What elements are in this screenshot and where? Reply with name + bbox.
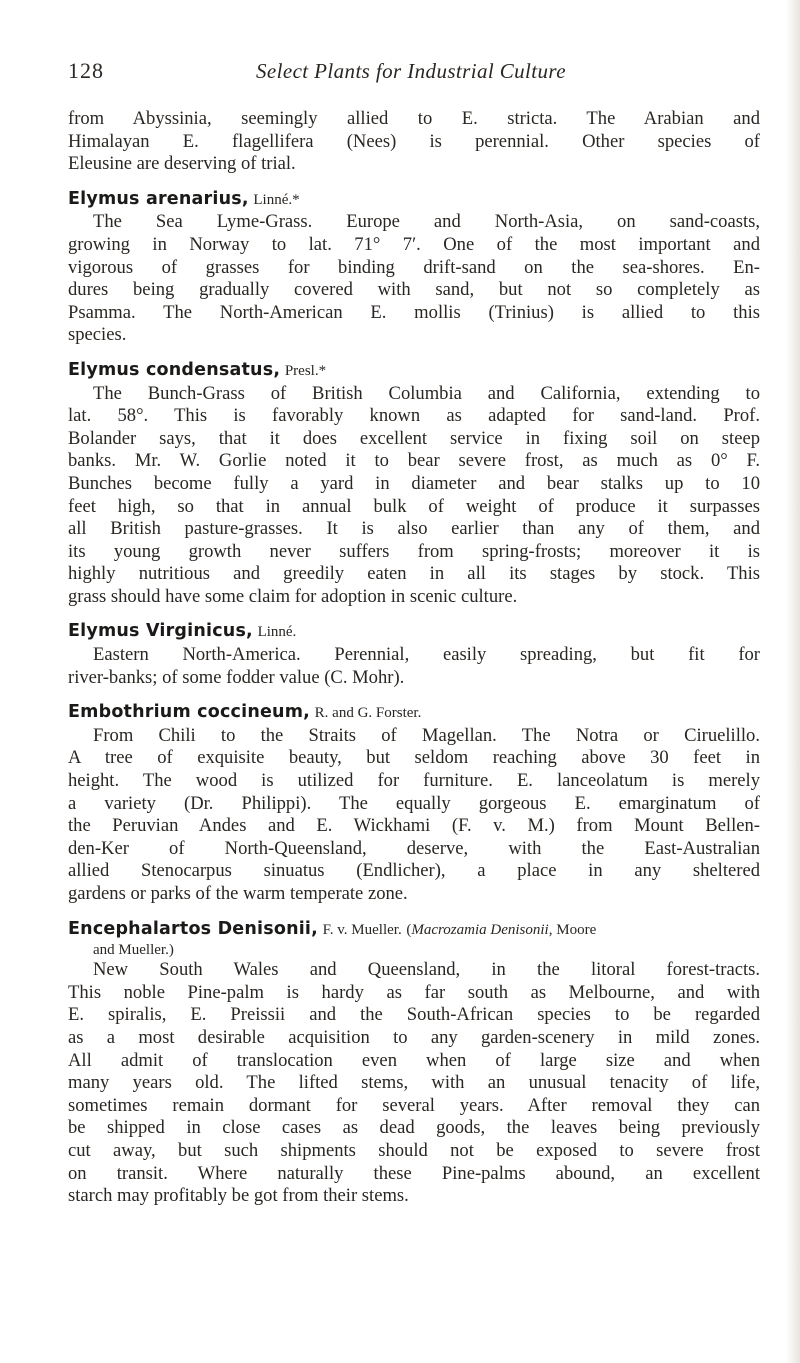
text-line: many years old. The lifted stems, with an unusual tenacity of life, — [68, 1072, 760, 1094]
running-title: Select Plants for Industrial Culture — [256, 59, 566, 83]
text-line: Bunches become fully a yard in diameter and bear stalks up to 10 — [68, 472, 760, 494]
text-line: den-Ker of North-Queensland, deserve, with the East-Australian — [68, 837, 760, 859]
text-line: cut away, but such shipments should not be exposed to severe frost — [68, 1139, 760, 1161]
text-line: Psamma. The North-American E. mollis (Trinius) is allied to this — [68, 301, 760, 323]
text-line: height. The wood is utilized for furniture. E. lanceolatum is merely — [68, 770, 760, 792]
text-line: banks. Mr. W. Gorlie noted it to bear severe frost, as much as 0° F. — [68, 450, 760, 472]
text-line: its young growth never suffers from spring-frosts; moreover it is — [68, 540, 760, 562]
synonym-open-paren: ( — [406, 921, 412, 938]
text-line: The Sea Lyme-Grass. Europe and North-Asia, on sand-coasts, — [93, 211, 760, 233]
entry-heading — [68, 620, 760, 644]
entry-synonym — [406, 922, 596, 938]
entry-name: Embothrium coccineum, — [68, 702, 310, 723]
text-line: the Peruvian Andes and E. Wickhami (F. v. M.) from Mount Bellen- — [68, 815, 760, 837]
text-line: river-banks; of some fodder value (C. Mohr). — [68, 666, 405, 688]
entry-name: Elymus condensatus, — [68, 359, 281, 380]
text-line: Eastern North-America. Perennial, easily spreading, but fit for — [93, 644, 760, 666]
entry-heading — [68, 188, 760, 212]
text-line: as a most desirable acquisition to any garden-scenery in mild zones. — [68, 1026, 760, 1048]
text-line: Bolander says, that it does excellent service in fixing soil on steep — [68, 427, 760, 449]
entry-heading — [68, 701, 760, 725]
text-line: The Bunch-Grass of British Columbia and California, extending to — [93, 382, 760, 404]
text-line: sometimes remain dormant for several years. After removal they can — [68, 1094, 760, 1116]
page-body — [68, 108, 760, 1208]
text-line: species. — [68, 324, 127, 346]
entry-elymus-condensatus — [68, 359, 760, 609]
entry-author: F. v. Mueller. — [322, 921, 402, 938]
entry-embothrium-coccineum — [68, 701, 760, 905]
entry-author-continued: and Mueller.) — [93, 942, 174, 959]
entry-name: Elymus Virginicus, — [68, 621, 253, 642]
text-line: gardens or parks of the warm temperate zone. — [68, 883, 408, 904]
running-head — [68, 58, 760, 88]
text-line: All admit of translocation even when of large size and when — [68, 1049, 760, 1071]
text-line: Eleusine are deserving of trial. — [68, 153, 296, 175]
text-line: a variety (Dr. Philippi). The equally gorgeous E. emarginatum of — [68, 792, 760, 814]
text-line: This noble Pine-palm is hardy as far south as Melbourne, and with — [68, 981, 760, 1003]
text-line: growing in Norway to lat. 71° 7′. One of the most important and — [68, 233, 760, 255]
entry-elymus-arenarius — [68, 188, 760, 347]
text-line: starch may profitably be got from their stems. — [68, 1185, 409, 1207]
text-line: highly nutritious and greedily eaten in all its stages by stock. This — [68, 563, 760, 585]
text-line: grass should have some claim for adoption in scenic culture. — [68, 585, 518, 607]
entry-encephalartos-denisonii — [68, 918, 760, 1208]
entry-heading — [68, 359, 760, 383]
text-line: from Abyssinia, seemingly allied to E. stricta. The Arabian and — [68, 108, 760, 129]
text-line: dures being gradually covered with sand, but not so completely as — [68, 279, 760, 301]
entry-heading — [68, 918, 760, 942]
text-line: New South Wales and Queensland, in the litoral forest-tracts. — [93, 959, 760, 981]
text-line: feet high, so that in annual bulk of weight of produce it surpasses — [68, 495, 760, 517]
text-line: E. spiralis, E. Preissii and the South-African species to be regarded — [68, 1004, 760, 1026]
entry-author: Presl.* — [284, 362, 327, 379]
text-line: on transit. Where naturally these Pine-palms abound, an excellent — [68, 1162, 760, 1184]
text-line: allied Stenocarpus sinuatus (Endlicher), a place in any sheltered — [68, 860, 760, 882]
text-line: lat. 58°. This is favorably known as adapted for sand-land. Prof. — [68, 405, 760, 427]
page-number: 128 — [68, 58, 104, 83]
text-line: vigorous of grasses for binding drift-sand on the sea-shores. En- — [68, 256, 760, 278]
text-line: Himalayan E. flagellifera (Nees) is perennial. Other species of — [68, 130, 760, 152]
text-line: A tree of exquisite beauty, but seldom reaching above 30 feet in — [68, 747, 760, 769]
text-line: all British pasture-grasses. It is also earlier than any of them, and — [68, 518, 760, 540]
entry-author: Linné. — [257, 624, 297, 641]
text-line: be shipped in close cases as dead goods, the leaves being previously — [68, 1117, 760, 1139]
entry-author: R. and G. Forster. — [314, 705, 422, 722]
entry-name: Encephalartos Denisonii, — [68, 918, 318, 939]
synonym-author: Moore — [552, 921, 597, 938]
synonym-name: Macrozamia Denisonii, — [411, 921, 553, 938]
entry-author: Linné.* — [253, 191, 300, 208]
entry-elymus-virginicus — [68, 620, 760, 689]
page-edge-shadow — [786, 0, 800, 1363]
intro-paragraph — [68, 108, 760, 176]
entry-name: Elymus arenarius, — [68, 188, 249, 209]
text-line: From Chili to the Straits of Magellan. The Notra or Ciruelillo. — [93, 724, 760, 746]
